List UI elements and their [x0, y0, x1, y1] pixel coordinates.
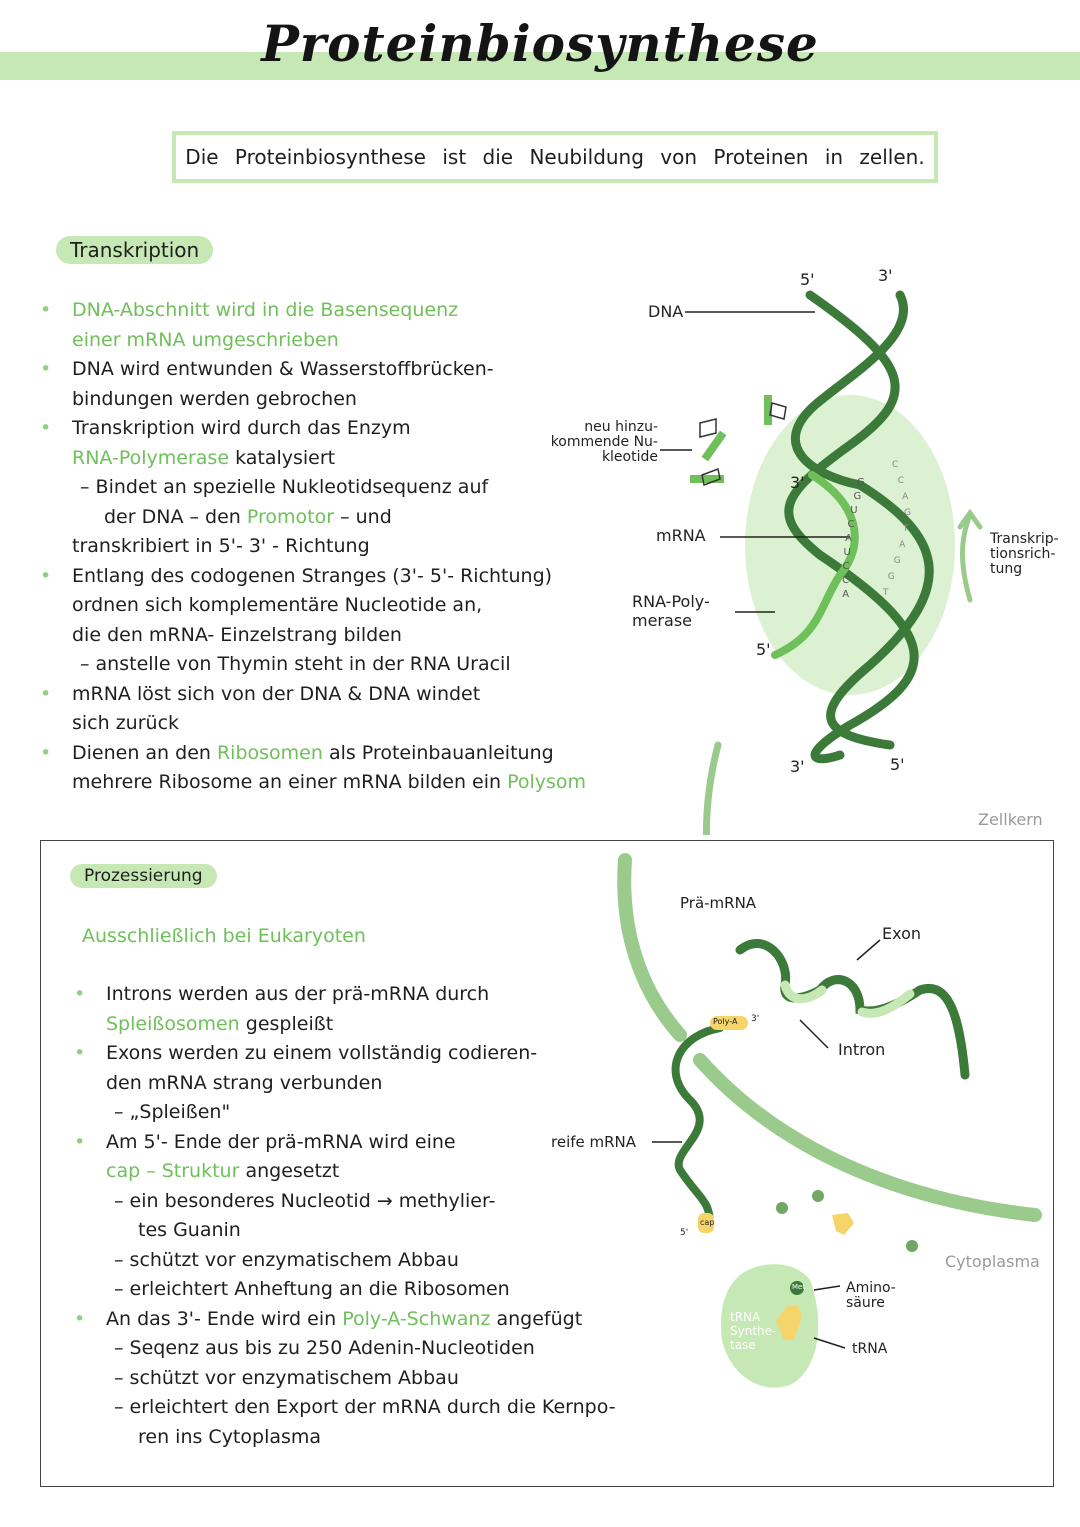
label-5-mrna: 5': [756, 640, 771, 659]
note-text: mehrere Ribosome an einer mRNA bilden ein: [72, 771, 508, 793]
label-3-polya: 3': [751, 1014, 760, 1024]
note-text: Entlang des codogenen Stranges (3'- 5'- Richtung): [72, 564, 553, 587]
note-text: sich zurück: [72, 712, 180, 734]
note-text: – erleichtert Anheftung an die Ribosomen: [114, 1278, 510, 1300]
note-text: die den mRNA- Einzelstrang bilden: [72, 623, 402, 646]
mrna-base: A: [845, 533, 853, 544]
label-3-mrna: 3': [790, 473, 805, 492]
nuclear-membrane-upper: [624, 860, 680, 1035]
label-poly-a: Poly-A: [713, 1017, 738, 1026]
note-text: – anstelle von Thymin steht in der RNA Uracil: [80, 653, 511, 675]
section-heading-transkription: Transkription: [56, 236, 213, 264]
label-new-nucleotides: neu hinzu- kommende Nu- kleotide: [550, 419, 658, 465]
label-exon: Exon: [882, 924, 922, 943]
note-text: – schützt vor enzymatischem Abbau: [114, 1366, 459, 1389]
free-trna-icon: [832, 1213, 854, 1235]
bullet-icon: •: [74, 983, 86, 1005]
direction-arrow: [963, 515, 971, 600]
note-text: den mRNA strang verbunden: [106, 1071, 383, 1094]
note-text: mRNA löst sich von der DNA & DNA windet: [72, 682, 481, 705]
highlight-term: Polysom: [507, 771, 587, 793]
mrna-base: U: [843, 547, 851, 558]
label-cytoplasma: Cytoplasma: [945, 1252, 1040, 1271]
mrna-base: A: [842, 589, 850, 600]
dna-base: C: [892, 460, 899, 470]
note-text: – und: [334, 505, 392, 528]
note-text: transkribiert in 5'- 3' - Richtung: [72, 535, 370, 557]
dna-base: C: [897, 476, 905, 486]
dna-base: A: [902, 492, 909, 502]
note-text: Transkription wird durch das Enzym: [72, 417, 411, 439]
bullet-icon: •: [74, 1042, 86, 1064]
mrna-base: G: [857, 477, 865, 488]
label-3-bottom: 3': [790, 757, 805, 776]
label-cap: cap: [700, 1218, 715, 1227]
note-text: Exons werden zu einem vollständig codieren-: [106, 1042, 538, 1064]
mrna-base: C: [847, 519, 855, 530]
highlight-term: Promotor: [246, 505, 335, 528]
nuclear-membrane-lower: [700, 1060, 1035, 1215]
note-text: einer mRNA umgeschrieben: [72, 328, 339, 351]
label-5-top: 5': [800, 270, 815, 289]
definition-text: Die Proteinbiosynthese ist die Neubildung von Proteinen in zellen.: [185, 145, 925, 169]
dna-base: G: [887, 572, 895, 582]
note-text: – Bindet an spezielle Nukleotidsequenz auf: [80, 476, 489, 498]
note-text: Introns werden aus der prä-mRNA durch: [106, 983, 490, 1005]
highlight-term: Spleißosomen: [106, 1012, 240, 1035]
label-5-cap: 5': [680, 1228, 689, 1238]
mrna-base: U: [850, 505, 858, 516]
note-text: DNA-Abschnitt wird in die Basensequenz: [72, 299, 459, 321]
prozessierung-subheading: Ausschließlich bei Eukaryoten: [82, 925, 366, 947]
highlight-term: cap – Struktur: [106, 1160, 240, 1182]
label-5-bottom: 5': [890, 755, 905, 774]
note-text: DNA wird entwunden & Wasserstoffbrücken-: [72, 358, 494, 380]
label-rna-polymerase: RNA-Poly- merase: [632, 592, 710, 630]
note-text: – erleichtert den Export der mRNA durch die Kernpo-: [114, 1396, 616, 1418]
note-text: – Seqenz aus bis zu 250 Adenin-Nucleotiden: [114, 1337, 535, 1359]
label-direction: Transkrip- tionsrich- tung: [990, 531, 1059, 577]
note-text: Dienen an den: [72, 741, 217, 764]
highlight-term: Ribosomen: [216, 741, 323, 764]
label-aminosaeure: Amino- säure: [846, 1280, 896, 1311]
bullet-icon: •: [40, 741, 52, 764]
note-text: ordnen sich komplementäre Nucleotide an,: [72, 594, 483, 616]
section-heading-prozessierung: Prozessierung: [70, 864, 217, 888]
dna-base: T: [902, 524, 909, 534]
note-text: Am 5'- Ende der prä-mRNA wird eine: [106, 1130, 456, 1153]
dna-base: G: [893, 556, 901, 566]
note-text: – schützt vor enzymatischem Abbau: [114, 1248, 459, 1271]
note-text: – ein besonderes Nucleotid → methylier-: [114, 1189, 496, 1212]
label-dna: DNA: [648, 302, 684, 321]
highlight-term: Poly-A-Schwanz: [342, 1307, 491, 1330]
note-text: angefügt: [490, 1307, 583, 1330]
note-text: der DNA – den: [104, 505, 247, 528]
note-text: katalysiert: [229, 446, 336, 469]
bullet-icon: •: [40, 358, 52, 380]
note-text: ren ins Cytoplasma: [138, 1425, 322, 1448]
label-mrna: mRNA: [656, 526, 706, 545]
dna-base: A: [899, 540, 906, 550]
note-text: An das 3'- Ende wird ein: [106, 1307, 343, 1330]
bullet-icon: •: [40, 299, 52, 321]
page-title: Proteinbiosynthese: [261, 14, 819, 73]
bullet-icon: •: [40, 417, 52, 439]
processing-diagram: [560, 850, 1054, 1410]
arrow-to-processing: [706, 745, 718, 835]
note-line: [74, 1423, 674, 1453]
definition-box: [172, 131, 938, 183]
mrna-base: C: [842, 575, 850, 586]
highlight-term: RNA-Polymerase: [72, 446, 230, 469]
dna-base: T: [882, 588, 889, 598]
label-met: Met: [792, 1283, 806, 1291]
bullet-icon: •: [74, 1307, 86, 1330]
note-text: – „Spleißen": [114, 1101, 231, 1123]
bullet-icon: •: [74, 1130, 86, 1153]
note-text: gespleißt: [239, 1012, 334, 1035]
label-zellkern: Zellkern: [978, 810, 1043, 829]
mrna-base: C: [842, 561, 850, 572]
note-text: bindungen werden gebrochen: [72, 387, 357, 410]
label-3-top: 3': [878, 266, 893, 285]
mrna-base: G: [853, 491, 862, 502]
note-text: tes Guanin: [138, 1219, 241, 1241]
label-synthetase: tRNA Synthe- tase: [730, 1310, 777, 1352]
label-trna: tRNA: [852, 1341, 888, 1357]
dna-base: G: [903, 508, 911, 518]
note-text: angesetzt: [239, 1160, 340, 1182]
note-text: als Proteinbauanleitung: [322, 741, 554, 764]
bullet-icon: •: [40, 682, 52, 705]
label-intron: Intron: [838, 1040, 886, 1059]
bullet-icon: •: [40, 564, 52, 587]
label-reife-mrna: reife mRNA: [551, 1133, 637, 1151]
label-pra-mrna: Prä-mRNA: [680, 894, 757, 912]
